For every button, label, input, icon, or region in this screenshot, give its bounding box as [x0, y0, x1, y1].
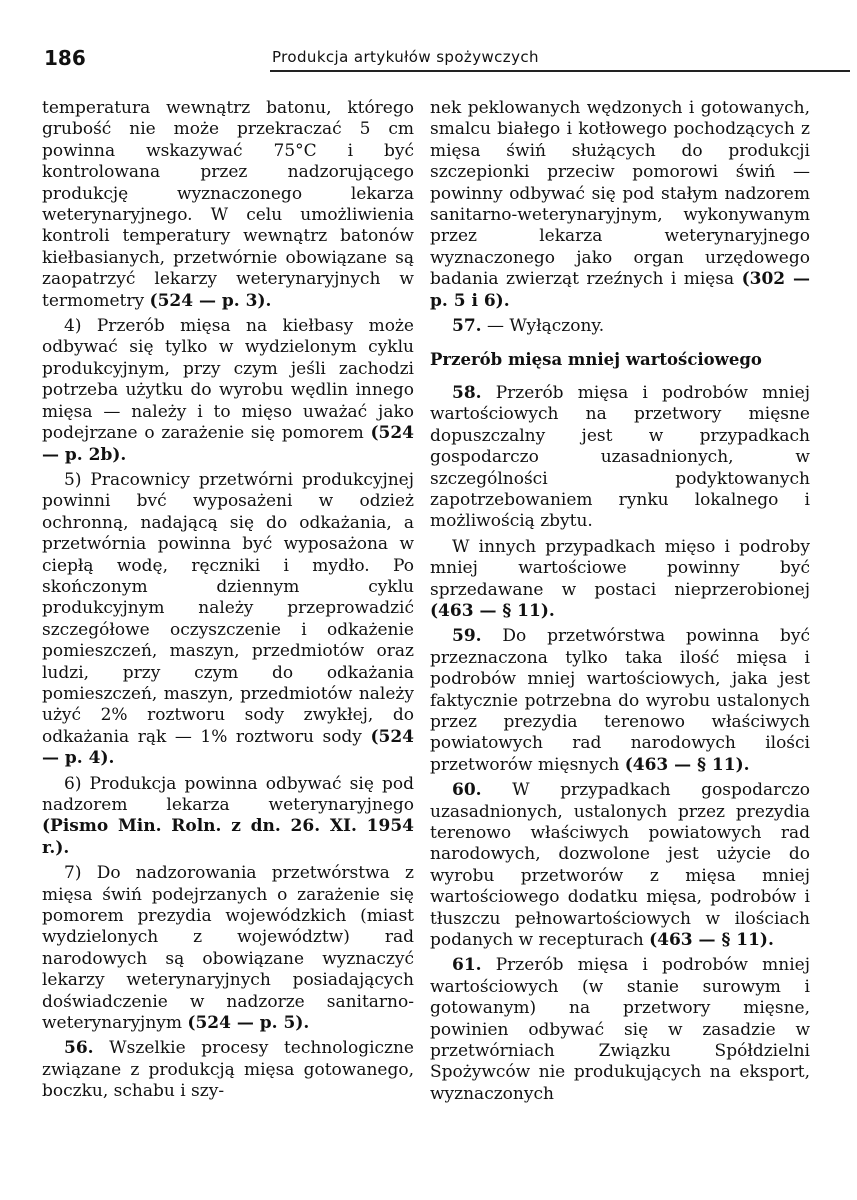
reference: (463 — § 11).	[624, 754, 750, 775]
section-heading: Przerób mięsa mniej wartościowego	[430, 350, 762, 370]
paragraph-text: W innych przypadkach mięso i podroby mniej wartościowe powinny być sprzedawane w postaci nieprzerobionej	[430, 536, 810, 600]
paragraph	[430, 383, 810, 533]
header-rule	[270, 70, 850, 72]
page-number: 186	[44, 46, 86, 70]
paragraph-text: 7) Do nadzorowania przetwórstwa z mięsa świń podejrzanych o zarażenie się pomorem prezydia wojewódzkich (miast wydzielonych z województw) rad narodowych są obowiązane wyznaczyć lekarzy weterynaryjnych posiadających doświadczenie w nadzorze sanitarno-weterynaryjnym	[42, 863, 414, 1034]
paragraph-text: nek peklowanych wędzonych i gotowanych, smalcu białego i kotłowego pochodzących z mięsa świń służących do produkcji szczepionki przeciw pomorowi świń — powinny odbywać się pod stałym nadzorem sanitarno-weterynaryjnym, wykonywanym przez lekarza weterynaryjnego wyznaczonego jako organ urzędowego badania zwierząt rzeźnych i mięsa	[430, 98, 810, 290]
paragraph-text: Do przetwórstwa powinna być przeznaczona tylko taka ilość mięsa i podrobów mniej wartościowych, jaka jest faktycznie potrzebna do wyrobu ustalonych przez prezydia terenowo właściwych powiatowych rad narodowych ilości przetworów mięsnych	[430, 626, 810, 775]
reference: (302 — p. 5 i 6).	[430, 269, 811, 311]
paragraph-text: Przerób mięsa i podrobów mniej wartościowych (w stanie surowym i gotowanym) na przetwory mięsne, powinien odbywać się w zasadzie w przetwórniach Związku Spółdzielni Spożywców nie produkujących na eksport, wyznaczonych	[430, 955, 810, 1104]
reference: (524 — p. 2b).	[42, 423, 414, 465]
paragraph	[42, 98, 414, 312]
paragraph-text: 4) Przerób mięsa na kiełbasy może odbywać się tylko w wydzielonym cyklu produkcyjnym, przy czym jeśli zachodzi potrzeba użytku do wyrobu wędlin innego mięsa — należy i to mięso uważać jako podejrzane o zarażenie się pomorem	[42, 316, 414, 444]
section-number: 61.	[452, 955, 482, 976]
paragraph	[42, 1038, 414, 1102]
reference: (Pismo Min. Roln. z dn. 26. XI. 1954 r.).	[42, 816, 414, 858]
section-number: 56.	[64, 1038, 94, 1059]
left-column	[42, 98, 414, 1107]
paragraph	[430, 955, 810, 1105]
paragraph-text: W przypadkach gospodarczo uzasadnionych, ustalonych przez prezydia terenowo właściwych powiatowych rad narodowych, dozwolone jest użycie do wyrobu przetworów z mięsa mniej wartościowego dodatku mięsa, podrobów i tłuszczu pełnowartościowych w ilościach podanych w recepturach	[430, 780, 810, 951]
paragraph-text: — Wyłączony.	[481, 316, 605, 337]
right-column	[430, 98, 810, 1109]
section-number: 57.	[452, 316, 482, 337]
paragraph	[430, 780, 810, 951]
paragraph	[430, 98, 810, 312]
section-number: 58.	[452, 382, 482, 403]
reference: (463 — § 11).	[430, 600, 555, 621]
paragraph-text: 5) Pracownicy przetwórni produkcyjnej powinni bvć wyposażeni w odzież ochronną, nadającą się do odkażania, a przetwórnia powinna być wyposażona w ciepłą wodę, ręczniki i mydło. Po skończonym dziennym cyklu produkcyjnym należy przeprowadzić szczegółowe oczyszczenie i odkażenie pomieszczeń, maszyn, przedmiotów oraz ludzi, przy czym do odkażania pomieszczeń, maszyn, przedmiotów należy użyć 2% roztworu sody zwykłej, do odkażania rąk — 1% roztworu sody	[42, 469, 414, 747]
paragraph	[42, 316, 414, 466]
reference: (524 — p. 4).	[42, 726, 414, 769]
paragraph	[430, 626, 810, 776]
paragraph	[430, 537, 810, 623]
section-number: 60.	[452, 780, 482, 801]
paragraph-text: 6) Produkcja powinna odbywać się pod nadzorem lekarza weterynaryjnego	[42, 773, 414, 815]
section-number: 59.	[452, 626, 482, 647]
paragraph-text: temperatura wewnątrz batonu, którego grubość nie może przekraczać 5 cm powinna wskazywać 75°C i być kontrolowana przez nadzorującego produkcję wyznaczonego lekarza weterynaryjnego. W celu umożliwienia kontroli temperatury wewnątrz batonów kiełbasianych, przetwórnie obowiązane są zaopatrzyć lekarzy weterynaryjnych w termometry	[42, 98, 414, 311]
paragraph-text: Przerób mięsa i podrobów mniej wartościowych na przetwory mięsne dopuszczalny jest w przypadkach gospodarczo uzasadnionych, w szczególności podyktowanych zapotrzebowaniem rynku lokalnego i możliwością zbytu.	[430, 382, 810, 532]
running-title: Produkcja artykułów spożywczych	[272, 48, 539, 66]
paragraph	[42, 774, 414, 860]
reference: (463 — § 11).	[649, 930, 774, 951]
paragraph	[430, 316, 810, 337]
reference: (524 — p. 5).	[187, 1013, 310, 1034]
paragraph	[42, 863, 414, 1034]
page-header	[40, 46, 810, 76]
reference: (524 — p. 3).	[149, 290, 272, 311]
paragraph	[42, 470, 414, 770]
paragraph-text: Wszelkie procesy technologiczne związane z produkcją mięsa gotowanego, boczku, schabu i szy-	[42, 1038, 414, 1102]
